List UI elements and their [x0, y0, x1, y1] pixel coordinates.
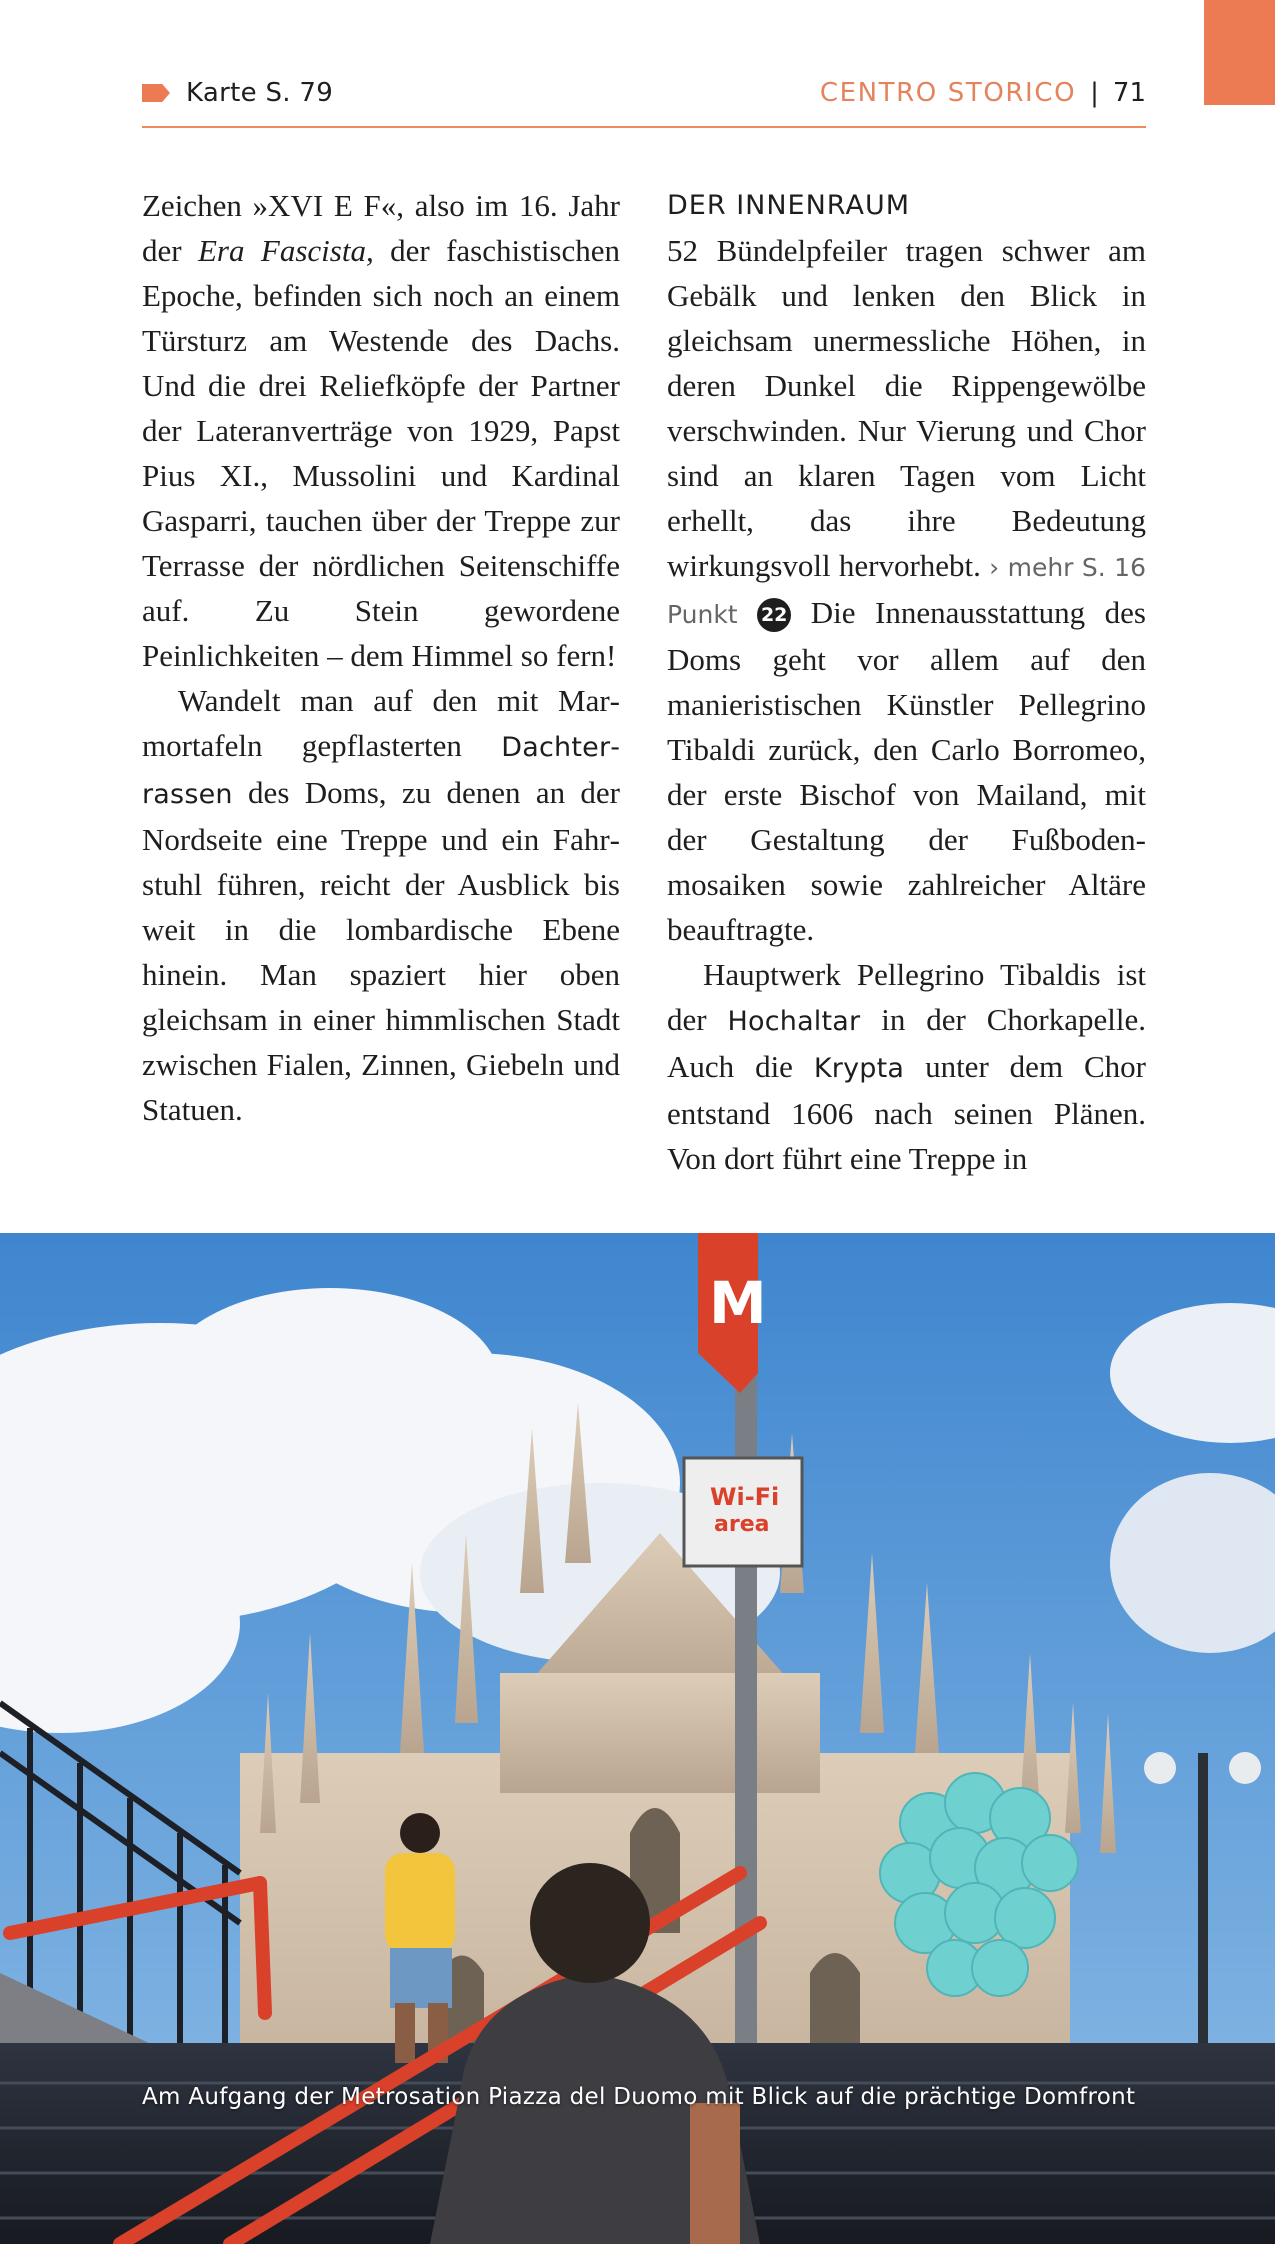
chapter-color-tab [1204, 0, 1275, 105]
paragraph-high-altar: Hauptwerk Pellegrino Tibaldis ist der Hochaltar in der Chorkapelle. Auch die Krypta unter dem Chor entstand 1606 nach seinen Plänen. Von dort führt eine Treppe in [667, 957, 1146, 1176]
right-column [667, 183, 1146, 1181]
header-separator: | [1090, 78, 1099, 108]
paragraph-fascist-inscriptions: Zeichen »XVI E F«, also im 16. Jahr der Era Fascista, der faschistischen Epoche, befinden sich noch an einem Türsturz am Westende des Dachs. Und die drei Reliefköpfe der Partner der Lateranverträge von 1929, Papst Pius XI., Mussolini und Kardinal Gasparri, tauchen über der Treppe zur Terrasse der nördlichen Seitenschiffe auf. Zu Stein gewordene Peinlichkeiten – dem Himmel so fern! [142, 188, 620, 673]
keyword-dachterrassen: Dachterrassen [142, 732, 620, 810]
page-number: 71 [1112, 78, 1146, 108]
section-name: CENTRO STORICO [819, 78, 1077, 108]
wifi-sign-line1: Wi-Fi [710, 1483, 780, 1511]
era-fascista-italic: Era Fascista, [198, 233, 374, 268]
metro-sign-letter: M [709, 1269, 767, 1337]
photo-caption: Am Aufgang der Metrosation Piazza del Duomo mit Blick auf die prächtige Domfront [142, 2084, 1136, 2110]
paragraph-roof-terraces: Wandelt man auf den mit Marmortafeln gepflasterten Dachterrassen des Doms, zu denen an der Nordseite eine Treppe und ein Fahrstuhl führen, reicht der Ausblick bis weit in die lombardische Ebene hinein. Man spaziert hier oben gleichsam in einer himmlischen Stadt zwischen Fialen, Zinnen, Giebeln und Statuen. [142, 683, 620, 1127]
section-heading-innenraum: DER INNENRAUM [667, 190, 911, 221]
map-arrow-icon [142, 84, 170, 102]
map-reference[interactable] [142, 78, 333, 108]
section-info [820, 78, 1146, 108]
paragraph-interior: 52 Bündelpfeiler tragen schwer am Gebälk und lenken den Blick in gleichsam unermessliche Höhen, in deren Dunkel die Rippengewölbe verschwinden. Nur Vierung und Chor sind an klaren Tagen vom Licht erhellt, das ihre Bedeutung wirkungsvoll hervorhebt. › mehr S. 16 Punkt 22 Die Innenausstattung des Doms geht vor allem auf den manieristischen Künstler Pellegrino Tibaldi zurück, den Carlo Borromeo, der erste Bischof von Mailand, mit der Gestaltung der Fußbodenmosaiken sowie zahlreicher Altäre beauftragte. [667, 233, 1146, 947]
wifi-sign-line2: area [714, 1512, 770, 1537]
keyword-hochaltar: Hochaltar [727, 1006, 861, 1037]
running-header [142, 76, 1146, 128]
cross-reference-link[interactable]: › mehr S. 16 Punkt [667, 553, 1146, 629]
left-column [142, 183, 620, 1132]
keyword-krypta: Krypta [813, 1053, 905, 1084]
point-number-badge: 22 [757, 598, 791, 632]
map-reference-text: Karte S. 79 [186, 78, 334, 108]
